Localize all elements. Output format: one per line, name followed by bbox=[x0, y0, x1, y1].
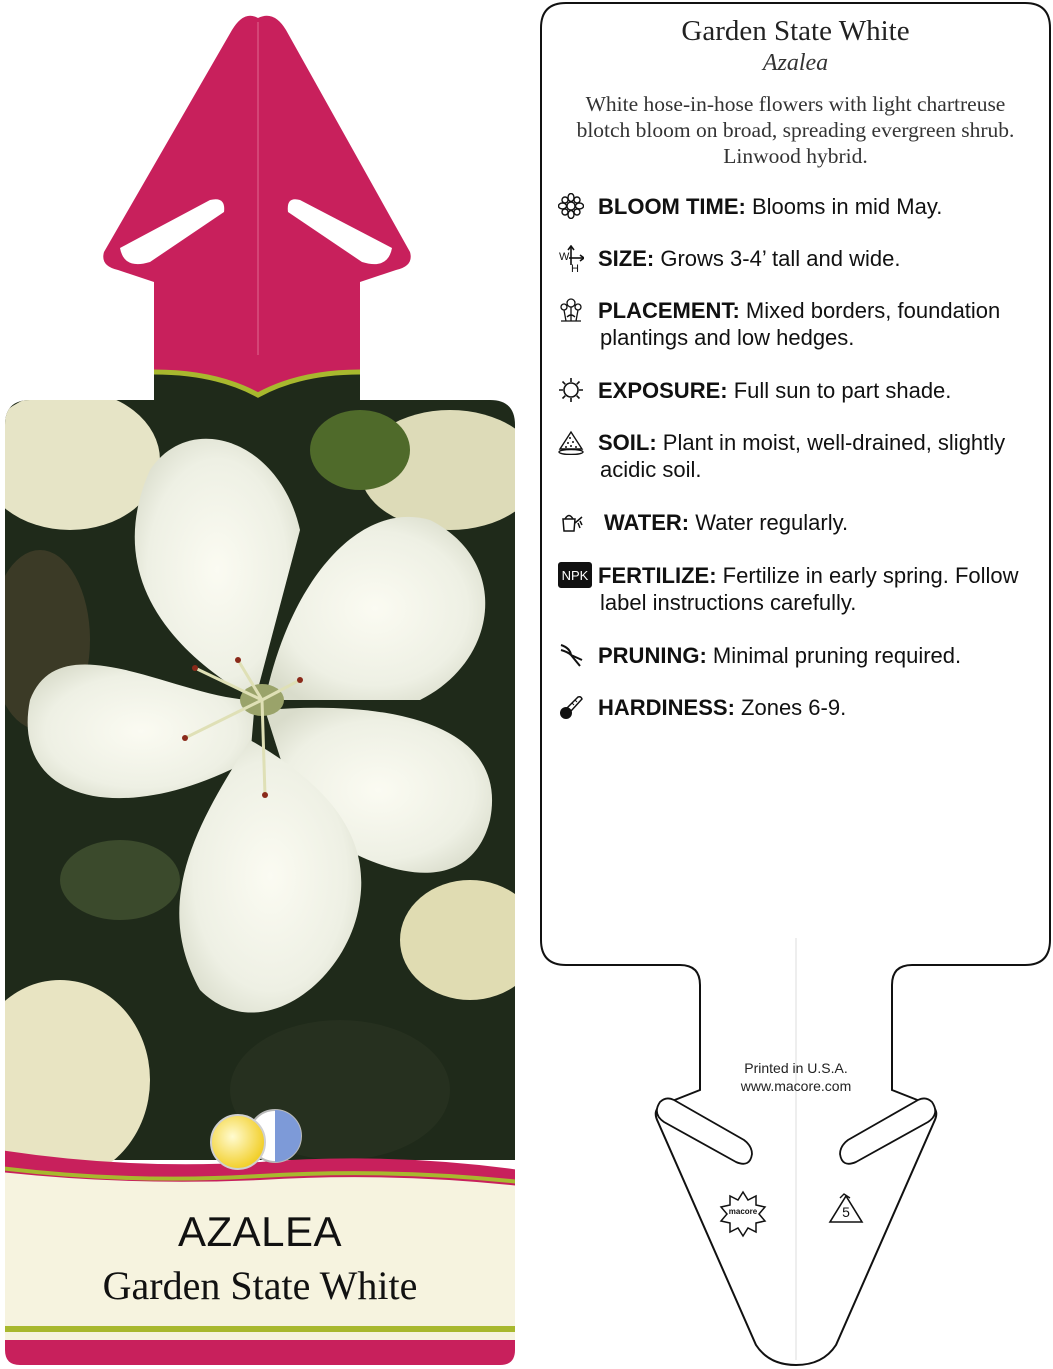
soil-text-cont: acidic soil. bbox=[600, 457, 702, 482]
bloom-time-label: BLOOM TIME: bbox=[598, 194, 746, 219]
exposure-badges bbox=[211, 1110, 301, 1169]
size-h-letter: H bbox=[571, 263, 579, 275]
common-name: AZALEA bbox=[177, 1208, 343, 1255]
watering-can-icon bbox=[558, 509, 584, 535]
leaf bbox=[310, 410, 410, 490]
pruning-label: PRUNING: bbox=[598, 643, 707, 668]
size-label: SIZE: bbox=[598, 246, 655, 271]
placement-label: PLACEMENT: bbox=[598, 298, 740, 323]
hardiness-label: HARDINESS: bbox=[598, 695, 735, 720]
placement-text: Mixed borders, foundation bbox=[745, 298, 1001, 323]
thermometer-icon bbox=[558, 694, 584, 720]
leaf bbox=[60, 840, 180, 920]
front-tag bbox=[0, 0, 520, 1369]
pruning-text: Minimal pruning required. bbox=[712, 643, 962, 668]
placement-text-cont: plantings and low hedges. bbox=[600, 325, 855, 350]
soil-pile-icon bbox=[558, 429, 584, 455]
printed-in-usa: Printed in U.S.A. bbox=[744, 1060, 848, 1076]
bottom-cream-panel bbox=[0, 1172, 520, 1340]
bloom-time-text: Blooms in mid May. bbox=[752, 194, 943, 219]
soil-text: Plant in moist, well-drained, slightly bbox=[662, 430, 1006, 455]
plant-description: White hose-in-hose flowers with light chartreuse blotch bloom on broad, spreading evergreen shrub. Linwood hybrid. bbox=[576, 92, 1015, 168]
back-variety-name: Garden State White bbox=[681, 15, 910, 47]
pruning-shears-icon bbox=[558, 642, 584, 668]
back-tag bbox=[538, 0, 1053, 1369]
bottom-stripe bbox=[0, 1326, 520, 1332]
fertilizer-bag-icon bbox=[558, 562, 592, 588]
water-label: WATER: bbox=[604, 510, 690, 535]
fertilize-label: FERTILIZE: bbox=[598, 563, 717, 588]
water-text: Water regularly. bbox=[695, 510, 849, 535]
npk-text: NPK bbox=[561, 568, 589, 583]
tag-arrow bbox=[103, 16, 410, 400]
size-text: Grows 3-4’ tall and wide. bbox=[660, 246, 901, 271]
fertilize-text: Fertilize in early spring. Follow bbox=[722, 563, 1019, 588]
website-url: www.macore.com bbox=[740, 1078, 852, 1094]
exposure-text: Full sun to part shade. bbox=[733, 378, 952, 403]
soil-label: SOIL: bbox=[598, 430, 657, 455]
variety-name: Garden State White bbox=[102, 1263, 418, 1308]
front-tag-artwork bbox=[0, 0, 520, 1369]
exposure-label: EXPOSURE: bbox=[598, 378, 728, 403]
back-genus: Azalea bbox=[762, 50, 829, 76]
flower-icon bbox=[558, 193, 584, 219]
macore-logo-text: macore bbox=[728, 1207, 758, 1216]
hardiness-text: Zones 6-9. bbox=[741, 695, 847, 720]
size-w-letter: W bbox=[559, 251, 570, 263]
garden-plants-icon bbox=[558, 297, 584, 323]
sun-icon bbox=[558, 377, 584, 403]
recycle-code: 5 bbox=[842, 1204, 850, 1220]
fertilize-text-cont: label instructions carefully. bbox=[600, 590, 857, 615]
full-sun-icon bbox=[211, 1115, 265, 1169]
